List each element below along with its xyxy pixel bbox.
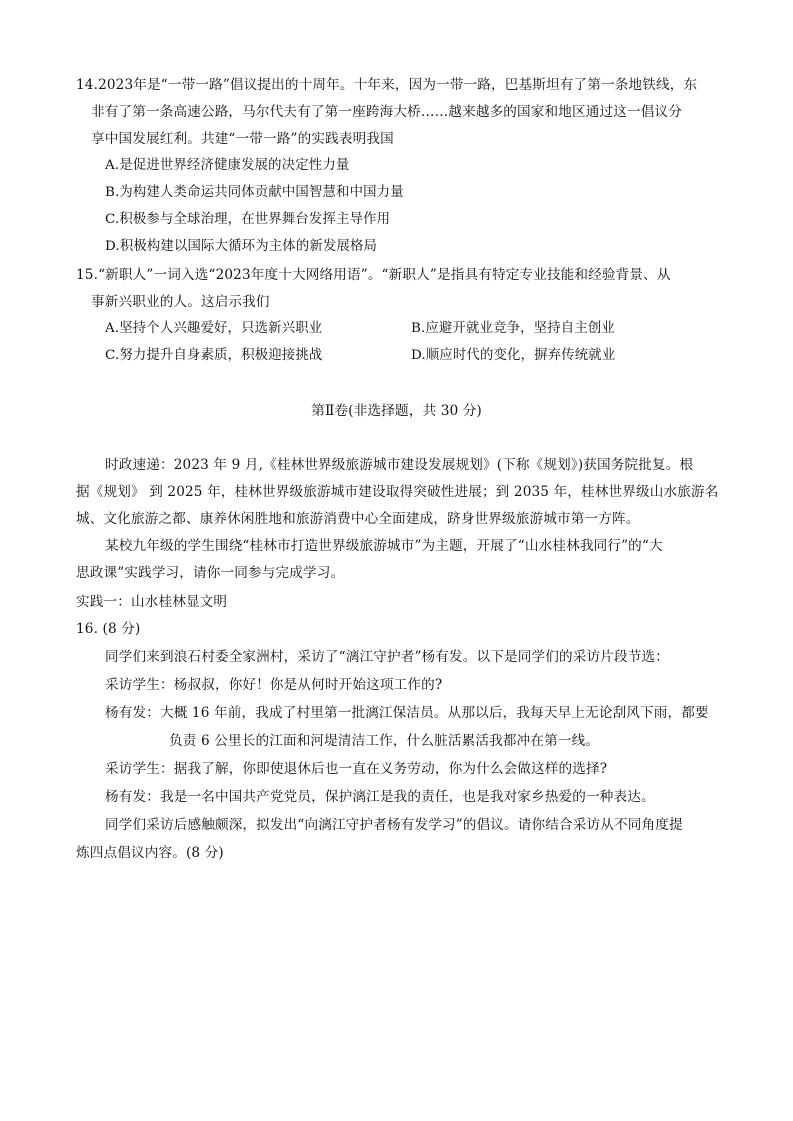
q16-line-8: 炼四点倡议内容。(8 分) xyxy=(76,845,224,861)
q14-option-c: C.积极参与全球治理，在世界舞台发挥主导作用 xyxy=(105,212,391,227)
q15-option-d: D.顺应时代的变化，摒弃传统就业 xyxy=(411,348,616,363)
q16-line-1: 同学们来到浪石村委全家洲村，采访了“漓江守护者”杨有发。以下是同学们的采访片段节选： xyxy=(105,649,669,665)
q16-line-3: 杨有发：大概 16 年前，我成了村里第一批漓江保洁员。从那以后，我每天早上无论刮风下雨，都要 xyxy=(105,705,709,721)
news-line-1: 时政速递：2023 年 9 月,《桂林世界级旅游城市建设发展规划》(下称《规划》)获国务院批复。根 xyxy=(105,457,694,473)
q14-option-b: B.为构建人类命运共同体贡献中国智慧和中国力量 xyxy=(105,185,404,200)
intro-line-2: 思政课”实践学习，请你一同参与完成学习。 xyxy=(76,565,345,581)
q15-stem-line-1: 15.“新职人”一词入选“2023年度十大网络用语”。“新职人”是指具有特定专业技能和经验背景、从 xyxy=(76,267,671,283)
q16-line-5: 采访学生：据我了解，你即使退休后也一直在义务劳动，你为什么会做这样的选择? xyxy=(105,761,608,777)
intro-line-1: 某校九年级的学生围绕“桂林市打造世界级旅游城市”为主题，开展了“山水桂林我同行”的“大 xyxy=(105,538,663,554)
q14-stem-line-3: 享中国发展红利。共建“一带一路”的实践表明我国 xyxy=(91,131,394,147)
part-two-title: 第Ⅱ卷(非选择题，共 30 分) xyxy=(311,403,482,419)
q15-option-c: C.努力提升自身素质，积极迎接挑战 xyxy=(105,348,323,363)
q14-stem-line-2: 非有了第一条高速公路，马尔代夫有了第一座跨海大桥……越来越多的国家和地区通过这一倡议分 xyxy=(91,104,682,120)
practice-one-heading: 实践一：山水桂林显文明 xyxy=(76,594,228,610)
q14-stem-line-1: 14.2023年是“一带一路”倡议提出的十周年。十年来，因为一带一路，巴基斯坦有了第一条地铁线，东 xyxy=(76,77,698,93)
q15-option-a: A.坚持个人兴趣爱好，只选新兴职业 xyxy=(105,321,323,336)
news-line-2: 据《规划》 到 2025 年，桂林世界级旅游城市建设取得突破性进展；到 2035 年，桂林世界级山水旅游名 xyxy=(76,484,719,500)
q16-line-2: 采访学生：杨叔叔，你好！你是从何时开始这项工作的? xyxy=(105,677,443,693)
q15-stem-line-2: 事新兴职业的人。这启示我们 xyxy=(91,294,270,310)
news-line-3: 城、文化旅游之都、康养休闲胜地和旅游消费中心全面建成，跻身世界级旅游城市第一方阵。 xyxy=(76,511,640,527)
q16-header: 16. (8 分) xyxy=(76,621,141,637)
q15-option-b: B.应避开就业竞争，坚持自主创业 xyxy=(411,321,615,336)
q16-line-4: 负责 6 公里长的江面和河堤清洁工作，什么脏活累活我都冲在第一线。 xyxy=(169,733,600,749)
q16-line-6: 杨有发：我是一名中国共产党党员，保护漓江是我的责任，也是我对家乡热爱的一种表达。 xyxy=(105,789,655,805)
q14-option-a: A.是促进世界经济健康发展的决定性力量 xyxy=(105,158,350,173)
q16-line-7: 同学们采访后感触颇深，拟发出“向漓江守护者杨有发学习”的倡议。请你结合采访从不同角度提 xyxy=(105,817,683,833)
q14-option-d: D.积极构建以国际大循环为主体的新发展格局 xyxy=(105,239,378,254)
